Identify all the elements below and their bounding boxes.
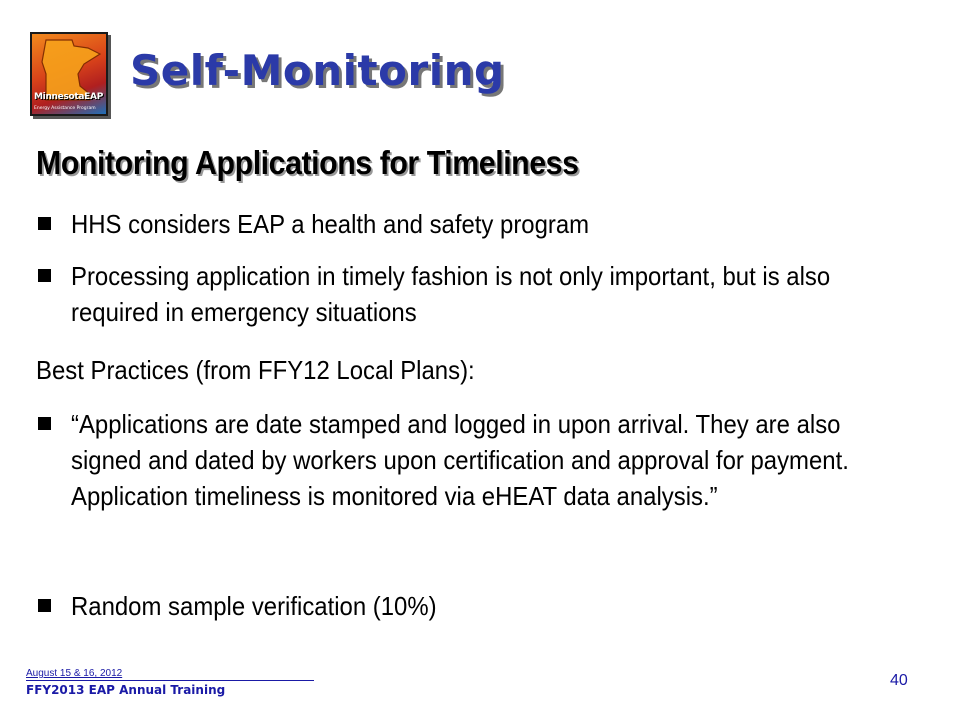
logo-subtext: Energy Assistance Program [34, 106, 96, 111]
bullet-item [38, 406, 960, 514]
bullet-text: Random sample verification (10%) [71, 591, 437, 621]
footer-date: August 15 & 16, 2012 [26, 668, 314, 681]
best-practices-label: Best Practices (from FFY12 Local Plans): [36, 355, 475, 385]
minnesota-map-icon [32, 34, 106, 114]
bullet-text: Processing application in timely fashion is not only important, but is also required in emergency situations [71, 261, 831, 327]
bullet-text: HHS considers EAP a health and safety program [71, 209, 590, 239]
bullet-item [38, 258, 960, 330]
minnesota-eap-logo [30, 32, 108, 116]
page-number: 40 [890, 672, 908, 689]
logo-text: MinnesotaEAP [34, 92, 103, 102]
square-bullet-icon [38, 417, 51, 430]
bullet-text: “Applications are date stamped and logged in upon arrival. They are also signed and dated by workers upon certification and approval for payment. Application timeliness is monitored via eHEAT data analysis.” [71, 409, 849, 511]
bullet-item [38, 206, 960, 242]
footer-training-title: FFY2013 EAP Annual Training [26, 683, 226, 697]
section-heading: Monitoring Applications for Timeliness [36, 144, 579, 181]
slide-title: Self-Monitoring [130, 46, 505, 95]
square-bullet-icon [38, 217, 51, 230]
square-bullet-icon [38, 269, 51, 282]
bullet-item [38, 588, 960, 624]
square-bullet-icon [38, 599, 51, 612]
